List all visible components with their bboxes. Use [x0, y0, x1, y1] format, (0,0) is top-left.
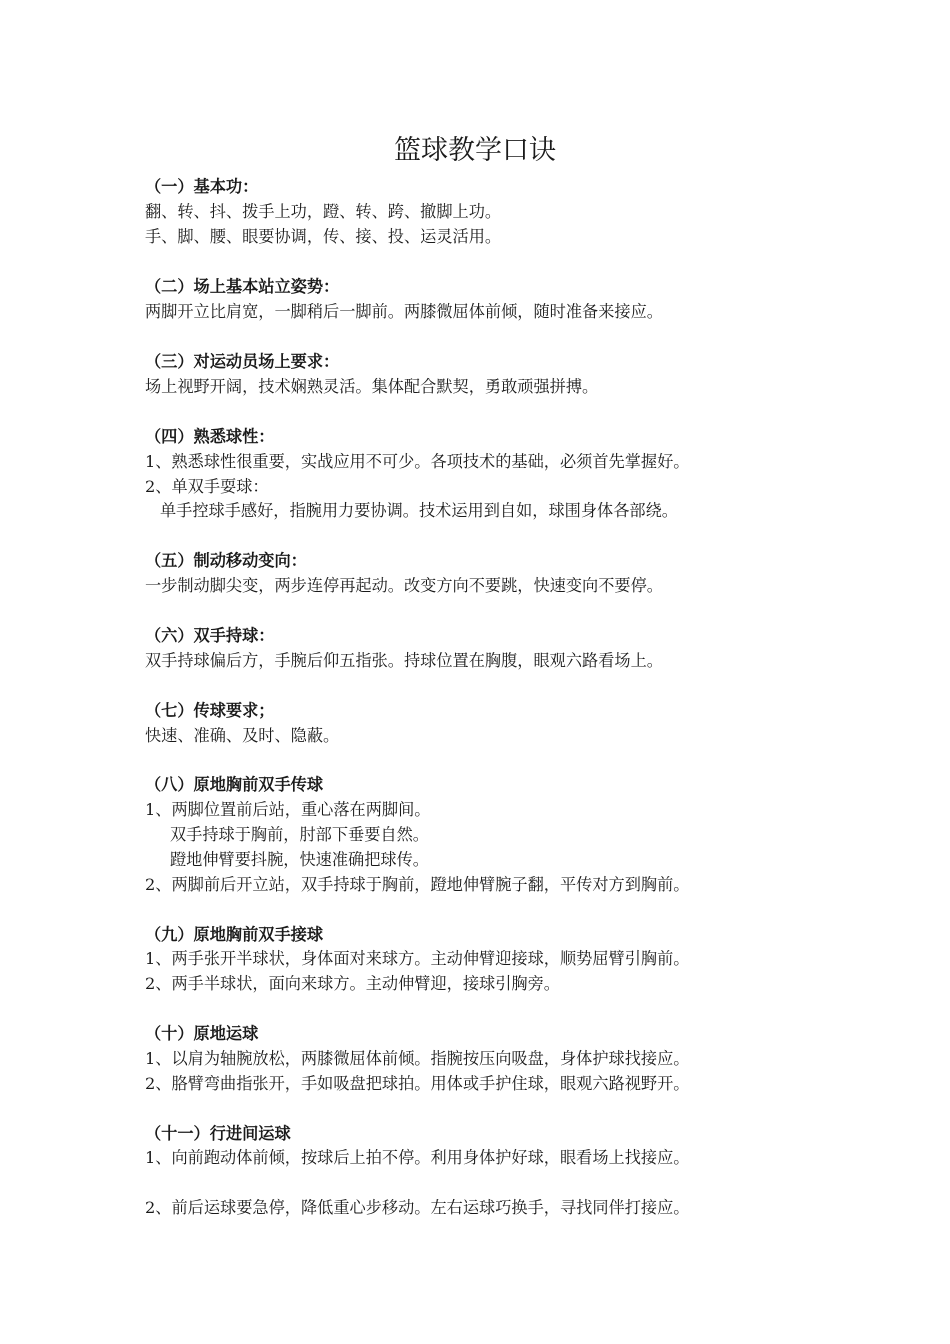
section-line: 蹬地伸臂要抖腕，快速准确把球传。: [170, 850, 429, 869]
section-heading: （十）原地运球: [145, 1024, 259, 1043]
section-line: 手、脚、腰、眼要协调，传、接、投、运灵活用。: [145, 227, 502, 246]
section-heading: （九）原地胸前双手接球: [145, 925, 324, 944]
section-line: 1、熟悉球性很重要，实战应用不可少。各项技术的基础，必须首先掌握好。: [145, 452, 690, 471]
section-line: 2、胳臂弯曲指张开，手如吸盘把球拍。用体或手护住球，眼观六路视野开。: [145, 1074, 690, 1093]
document-title: 篮球教学口诀: [394, 135, 556, 166]
section-line: 2、单双手耍球：: [145, 477, 269, 496]
section-line: 1、向前跑动体前倾，按球后上拍不停。利用身体护好球，眼看场上找接应。: [145, 1148, 690, 1167]
section-heading: （五）制动移动变向：: [145, 551, 307, 570]
section-line: 翻、转、抖、拨手上功，蹬、转、跨、撤脚上功。: [145, 202, 502, 221]
section-line: 单手控球手感好，指腕用力要协调。技术运用到自如，球围身体各部绕。: [160, 501, 678, 520]
section-line: 2、两手半球状，面向来球方。主动伸臂迎，接球引胸旁。: [145, 974, 560, 993]
section-line: 两脚开立比肩宽，一脚稍后一脚前。两膝微屈体前倾，随时准备来接应。: [145, 302, 663, 321]
section-line: 1、两脚位置前后站，重心落在两脚间。: [145, 800, 431, 819]
section-line: 2、两脚前后开立站，双手持球于胸前，蹬地伸臂腕子翻，平传对方到胸前。: [145, 875, 690, 894]
section-heading: （二）场上基本站立姿势：: [145, 277, 340, 296]
section-line: 场上视野开阔，技术娴熟灵活。集体配合默契，勇敢顽强拼搏。: [145, 377, 599, 396]
section-heading: （六）双手持球：: [145, 626, 275, 645]
section-line: 双手持球偏后方，手腕后仰五指张。持球位置在胸腹，眼观六路看场上。: [145, 651, 663, 670]
section-heading: （四）熟悉球性：: [145, 427, 275, 446]
section-line: 2、前后运球要急停，降低重心步移动。左右运球巧换手，寻找同伴打接应。: [145, 1198, 690, 1217]
section-line: 1、两手张开半球状，身体面对来球方。主动伸臂迎接球，顺势屈臂引胸前。: [145, 949, 690, 968]
section-line: 双手持球于胸前，肘部下垂要自然。: [170, 825, 429, 844]
section-heading: （八）原地胸前双手传球: [145, 775, 324, 794]
section-line: 一步制动脚尖变，两步连停再起动。改变方向不要跳，快速变向不要停。: [145, 576, 663, 595]
section-line: 1、以肩为轴腕放松，两膝微屈体前倾。指腕按压向吸盘，身体护球找接应。: [145, 1049, 690, 1068]
section-heading: （七）传球要求；: [145, 701, 275, 720]
section-heading: （三）对运动员场上要求：: [145, 352, 340, 371]
section-heading: （一）基本功：: [145, 177, 259, 196]
section-heading: （十一）行进间运球: [145, 1124, 291, 1143]
section-line: 快速、准确、及时、隐蔽。: [145, 726, 340, 745]
